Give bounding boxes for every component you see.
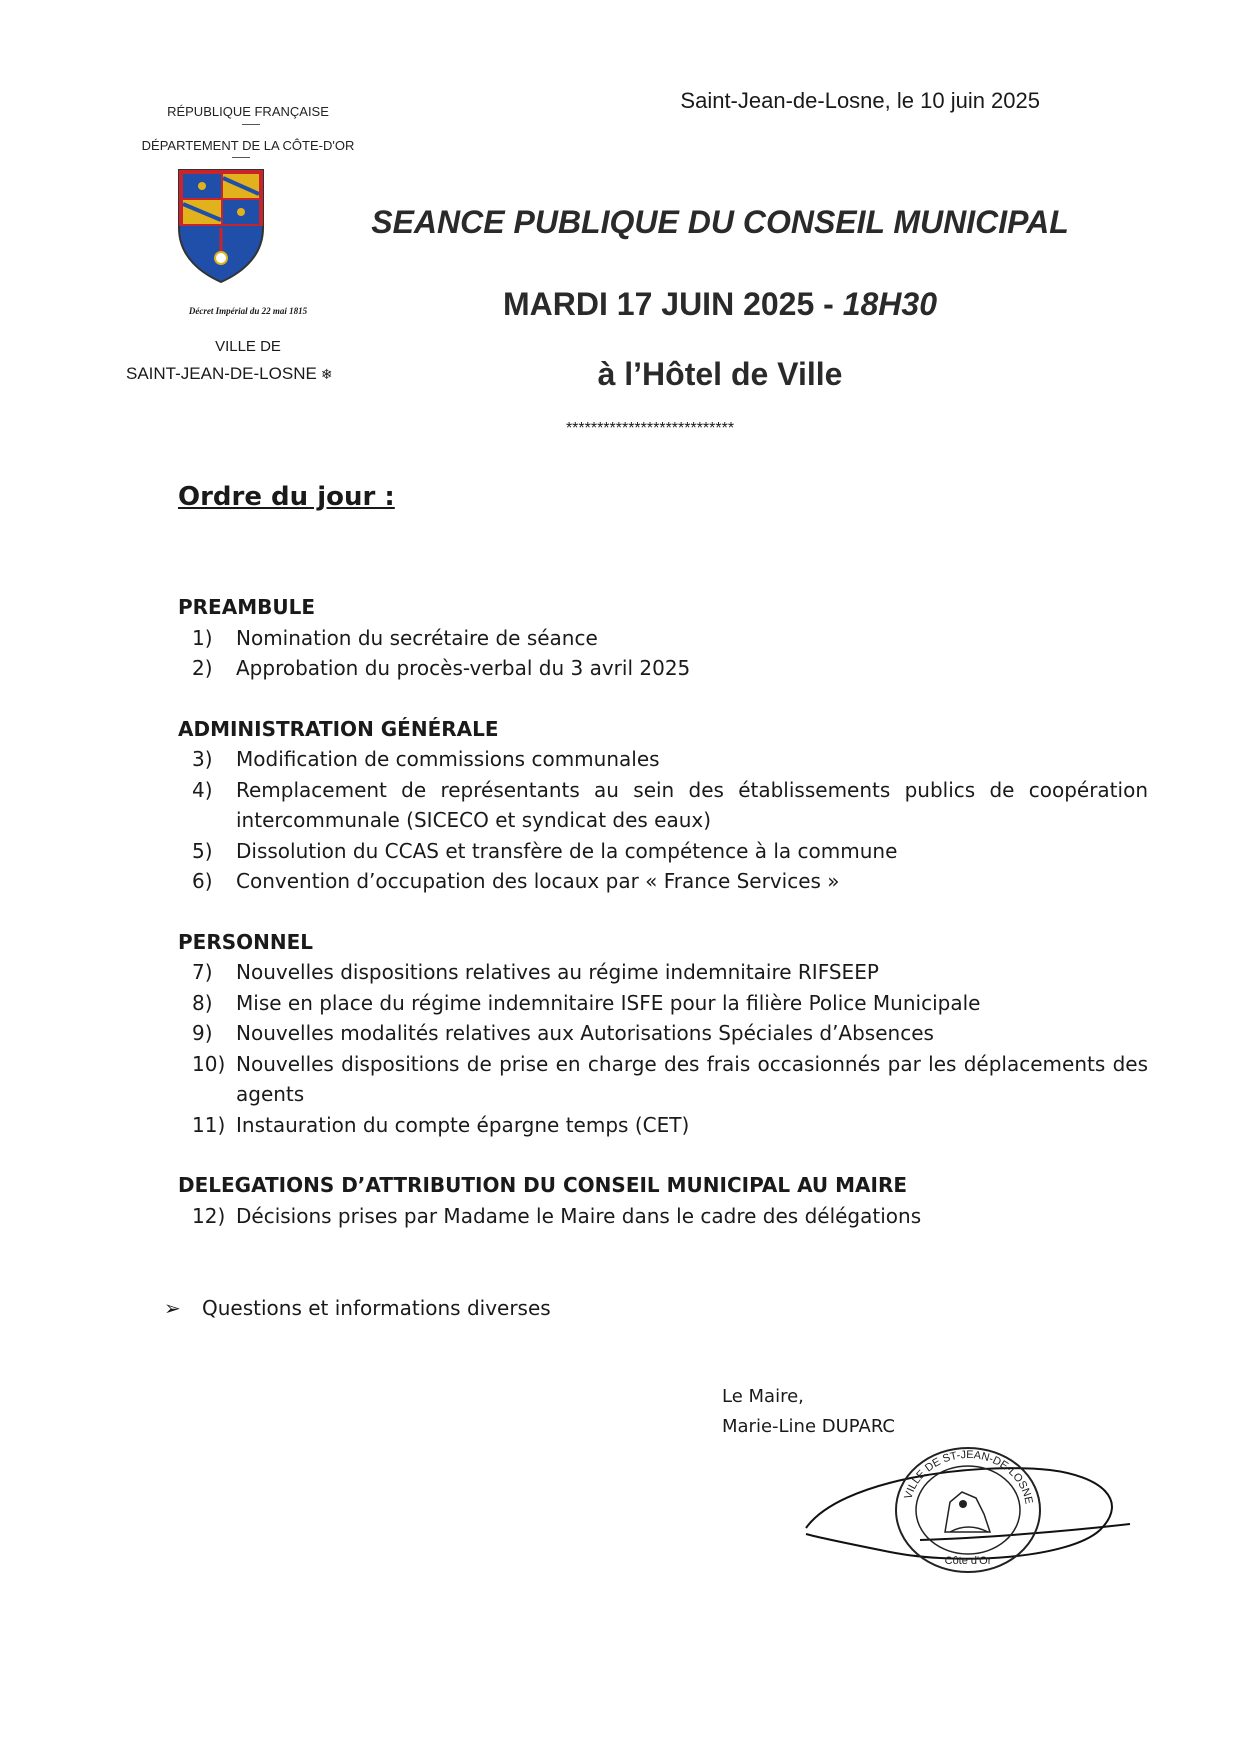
agenda-item <box>178 744 1148 775</box>
agenda-item-text: Nouvelles dispositions de prise en charge des frais occasionnés par les déplacements des agents <box>236 1051 1148 1106</box>
stamp-inner-ring <box>916 1466 1020 1554</box>
agenda-section <box>178 714 1148 897</box>
snowflake-icon: ❄ <box>320 366 333 382</box>
republique-francaise: RÉPUBLIQUE FRANÇAISE <box>167 104 329 119</box>
separator-stars: *************************** <box>565 420 735 437</box>
stamp-text: VILLE DE ST-JEAN-DE-LOSNE <box>902 1448 1035 1505</box>
signature-role: Le Maire, <box>722 1386 804 1407</box>
section-title: DELEGATIONS D’ATTRIBUTION DU CONSEIL MUNICIPAL AU MAIRE <box>178 1173 908 1197</box>
agenda-item <box>178 1018 1148 1049</box>
section-gap <box>178 897 1148 927</box>
agenda-item-number: 3) <box>192 747 213 771</box>
meeting-place: à l’Hôtel de Ville <box>597 356 843 392</box>
coat-of-arms-icon <box>175 166 267 286</box>
crest-quarter-br <box>223 200 259 224</box>
ville-nom-text: SAINT-JEAN-DE-LOSNE <box>126 364 317 383</box>
agenda-item-number: 5) <box>192 838 213 863</box>
departement: DÉPARTEMENT DE LA CÔTE-D'OR <box>141 138 355 153</box>
agenda-item-text: Instauration du compte épargne temps (CET) <box>236 1112 690 1137</box>
meeting-day: MARDI 17 JUIN 2025 - <box>503 286 843 322</box>
agenda-item-text: Nomination du secrétaire de séance <box>236 625 598 650</box>
agenda-item-number: 2) <box>192 656 213 680</box>
stamp-subtext: Côte d'Or <box>944 1555 992 1567</box>
date-line: Saint-Jean-de-Losne, le 10 juin 2025 <box>680 88 1040 113</box>
signature-name: Marie-Line DUPARC <box>722 1416 895 1437</box>
agenda-item-number: 10) <box>192 1051 226 1076</box>
agenda-item <box>178 653 1148 684</box>
section-gap <box>178 684 1148 714</box>
divider <box>242 124 260 125</box>
agenda-item-text: Convention d’occupation des locaux par « France Services » <box>236 869 840 893</box>
agenda-item <box>178 1049 1148 1110</box>
agenda-item <box>178 1201 1148 1232</box>
ville-de: VILLE DE <box>215 338 281 355</box>
agenda-item <box>178 623 1148 654</box>
section-title: PREAMBULE <box>178 595 315 619</box>
agenda-item-text: Nouvelles modalités relatives aux Autorisations Spéciales d’Absences <box>236 1021 934 1045</box>
agenda-item-number: 9) <box>192 1021 213 1045</box>
agenda <box>178 592 1148 1231</box>
agenda-item <box>178 988 1148 1019</box>
agenda-item-number: 1) <box>192 625 213 650</box>
agenda-item-text: Approbation du procès-verbal du 3 avril 2025 <box>236 656 691 680</box>
agenda-item-text: Dissolution du CCAS et transfère de la compétence à la commune <box>236 838 898 863</box>
signature-stroke <box>806 1468 1112 1559</box>
ordre-du-jour-heading: Ordre du jour : <box>178 482 395 512</box>
agenda-item <box>178 1110 1148 1141</box>
agenda-item-number: 6) <box>192 869 213 893</box>
crest-quarter-bl <box>183 200 221 224</box>
stamp-emblem-icon <box>945 1492 990 1532</box>
section-title: PERSONNEL <box>178 929 314 954</box>
agenda-item <box>178 836 1148 867</box>
agenda-item-number: 4) <box>192 777 213 802</box>
agenda-section <box>178 592 1148 684</box>
agenda-item-number: 8) <box>192 990 213 1015</box>
agenda-item-text: Nouvelles dispositions relatives au régime indemnitaire RIFSEEP <box>236 960 879 984</box>
agenda-item-number: 12) <box>192 1203 226 1228</box>
meeting-time: 18H30 <box>842 286 937 322</box>
agenda-item-number: 11) <box>192 1112 226 1137</box>
crest-quarter-tr <box>223 174 259 198</box>
seance-title: SEANCE PUBLIQUE DU CONSEIL MUNICIPAL <box>371 204 1069 240</box>
agenda-item-number: 7) <box>192 960 213 984</box>
agenda-section <box>178 927 1148 1141</box>
section-title: ADMINISTRATION GÉNÉRALE <box>178 716 499 741</box>
divider <box>232 157 250 158</box>
meeting-date <box>320 286 1120 323</box>
agenda-item-text: Mise en place du régime indemnitaire ISFE pour la filière Police Municipale <box>236 990 981 1015</box>
agenda-item-text: Modification de commissions communales <box>236 747 660 771</box>
decret-imperial: Décret Impérial du 22 mai 1815 <box>188 306 308 316</box>
agenda-item <box>178 775 1148 836</box>
arrow-bullet-icon: ➢ <box>164 1296 181 1320</box>
section-gap <box>178 1140 1148 1170</box>
agenda-item <box>178 957 1148 988</box>
agenda-item-text: Remplacement de représentants au sein des établissements publics de coopération intercommunale (SICECO et syndicat des eaux) <box>236 777 1148 832</box>
agenda-item-text: Décisions prises par Madame le Maire dans le cadre des délégations <box>236 1203 922 1228</box>
official-stamp-and-signature <box>800 1440 1140 1590</box>
questions-line <box>164 1296 551 1320</box>
questions-text: Questions et informations diverses <box>202 1296 551 1320</box>
agenda-item <box>178 866 1148 897</box>
crest-quarter-tl <box>183 174 221 198</box>
agenda-section <box>178 1170 1148 1231</box>
